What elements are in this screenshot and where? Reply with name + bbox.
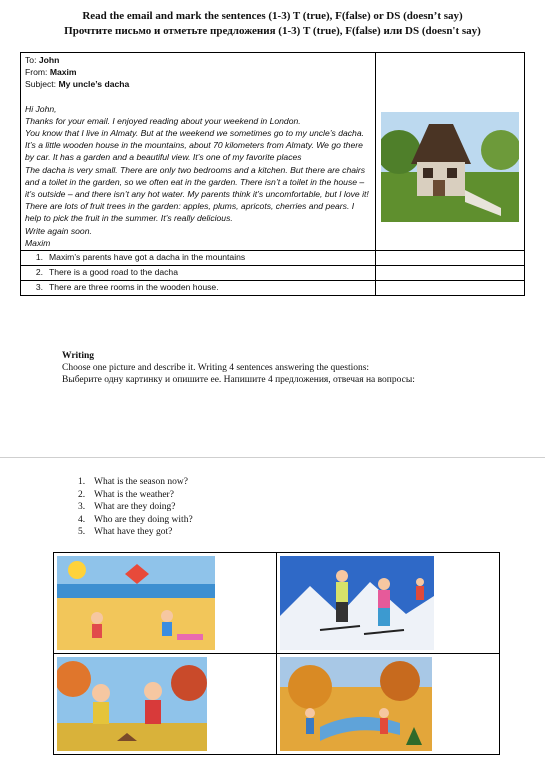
ski-picture-cell[interactable] [277,553,500,654]
autumn-kids-picture-cell[interactable] [54,654,277,755]
task-title-ru: Прочтите письмо и отметьте предложения (1-3) T (true), F(false) или DS (doesn't say) [64,25,481,37]
answer-box-3[interactable] [376,281,525,296]
summer-beach-picture [57,556,215,650]
question-list [78,476,193,539]
email-paragraph: Thanks for your email. I enjoyed reading about your weekend in London. [25,115,301,126]
writing-section [62,350,415,386]
answer-box-2[interactable] [376,266,525,281]
email-to: To: John [25,55,60,65]
dacha-photo-cell [376,53,525,251]
question-item: 4. Who are they doing with? [78,514,193,525]
statement-1: 1. Maxim’s parents have got a dacha in the mountains [21,251,376,266]
dacha-house-photo [381,112,519,222]
email-text-cell [21,53,376,251]
statement-3: 3. There are three rooms in the wooden house. [21,281,376,296]
question-item: 1. What is the season now? [78,477,188,487]
statement-2: 2. There is a good road to the dacha [21,266,376,281]
email-paragraph: The dacha is very small. There are only two bedrooms and a kitchen. But there are chairs and a toilet in the garden, so we often eat in the garden. There isn’t a toilet in the house – it’s outside – and there isn’t any hot water. My parents think it’s uncomfortable, but I love it! [25,164,369,200]
task-title-en: Read the email and mark the sentences (1-3) T (true), F(false) or DS (doesn’t say) [82,10,463,22]
autumn-park-picture-cell[interactable] [277,654,500,755]
writing-instruction-ru: Выберите одну картинку и опишите ее. Напишите 4 предложения, отвечая на вопросы: [62,375,415,385]
writing-heading: Writing [62,351,95,361]
picture-grid [53,552,500,755]
email-from: From: Maxim [25,67,77,78]
question-item: 2. What is the weather? [78,489,174,500]
beach-picture-cell[interactable] [54,553,277,654]
question-item: 5. What have they got? [78,527,173,537]
email-paragraph: You know that I live in Almaty. But at the weekend we sometimes go to my uncle’s dacha. It’s a little wooden house in the mountains, about 70 kilometers from Almaty. We go there by car. It has a garden and a beautiful view. It’s one of my favorite places [25,128,364,163]
email-table [20,52,525,296]
autumn-children-picture [57,657,207,751]
email-signature: Maxim [25,237,51,248]
question-item: 3. What are they doing? [78,502,176,512]
writing-instruction-en: Choose one picture and describe it. Writing 4 sentences answering the questions: [62,363,370,373]
email-subject: Subject: My uncle’s dacha [25,79,130,90]
email-greeting: Hi John, [25,103,57,114]
email-closing: Write again soon. [25,225,92,236]
email-paragraph: There are lots of fruit trees in the garden: apples, plums, apricots, cherries and pears. I help to pick the fruit in the summer. It’s really delicious. [25,201,355,224]
autumn-park-picture [280,657,432,751]
answer-box-1[interactable] [376,251,525,266]
winter-skiing-picture [280,556,434,650]
